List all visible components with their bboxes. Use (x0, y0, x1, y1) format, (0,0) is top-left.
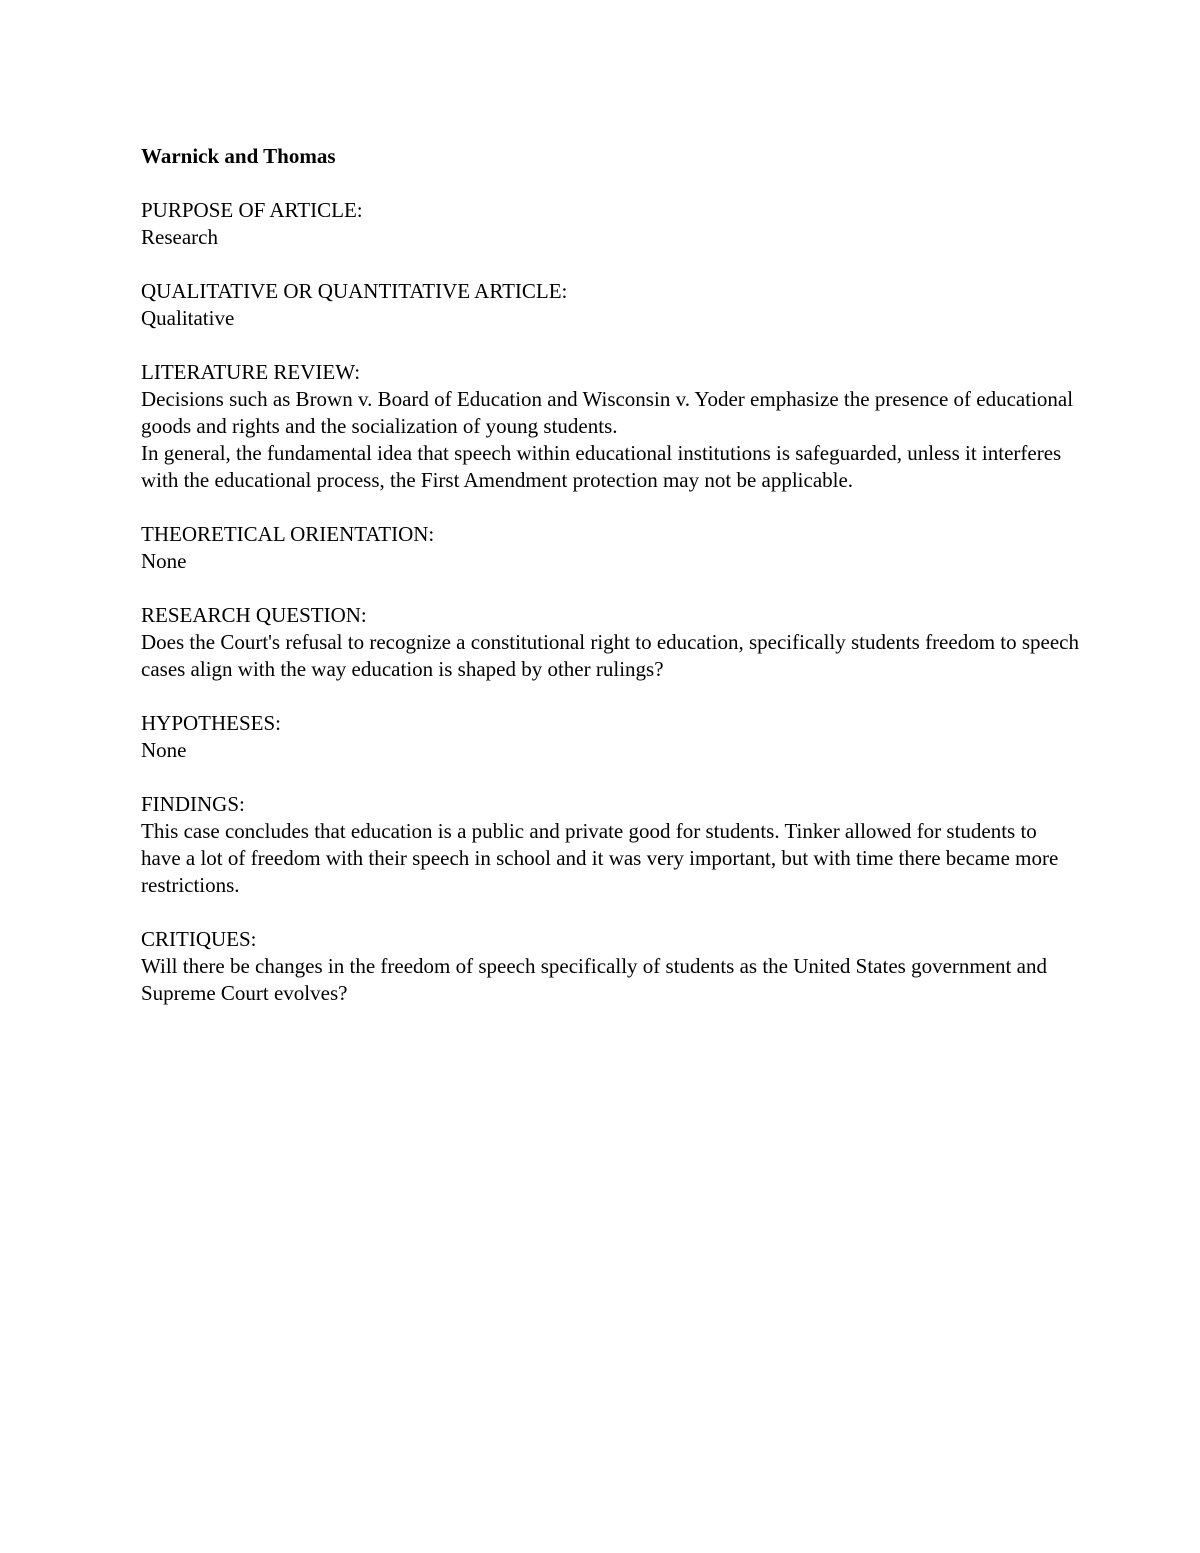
section-body (141, 548, 1081, 575)
section-article-type (141, 278, 1081, 332)
section-heading: CRITIQUES: (141, 927, 257, 951)
section-critiques (141, 926, 1081, 1007)
section-body (141, 224, 1081, 251)
section-heading: QUALITATIVE OR QUANTITATIVE ARTICLE: (141, 279, 568, 303)
section-research-question (141, 602, 1081, 683)
section-paragraph: Does the Court's refusal to recognize a constitutional right to education, specifically students freedom to speech cases align with the way education is shaped by other rulings? (141, 630, 1080, 681)
section-body (141, 629, 1081, 683)
section-body (141, 818, 1081, 899)
section-heading: HYPOTHESES: (141, 711, 282, 735)
section-paragraph: None (141, 549, 187, 573)
section-paragraph: Will there be changes in the freedom of speech specifically of students as the United States government and Supreme Court evolves? (141, 954, 1047, 1005)
section-heading: LITERATURE REVIEW: (141, 360, 361, 384)
section-body (141, 737, 1081, 764)
section-heading: PURPOSE OF ARTICLE: (141, 198, 363, 222)
section-literature-review (141, 359, 1081, 494)
section-findings (141, 791, 1081, 899)
section-body (141, 305, 1081, 332)
section-paragraph: None (141, 738, 187, 762)
section-purpose (141, 197, 1081, 251)
section-paragraph: This case concludes that education is a public and private good for students. Tinker allowed for students to have a lot of freedom with their speech in school and it was very important, but with time there became more restrictions. (141, 819, 1059, 897)
document-page (141, 143, 1081, 1034)
section-body (141, 953, 1081, 1007)
section-paragraph: In general, the fundamental idea that speech within educational institutions is safeguarded, unless it interferes with the educational process, the First Amendment protection may not be applicable. (141, 441, 1062, 492)
section-heading: FINDINGS: (141, 792, 245, 816)
section-theoretical-orientation (141, 521, 1081, 575)
section-body (141, 386, 1081, 494)
section-heading: THEORETICAL ORIENTATION: (141, 522, 435, 546)
section-heading: RESEARCH QUESTION: (141, 603, 367, 627)
section-paragraph: Research (141, 225, 218, 249)
section-hypotheses (141, 710, 1081, 764)
section-paragraph: Decisions such as Brown v. Board of Education and Wisconsin v. Yoder emphasize the presence of educational goods and rights and the socialization of young students. (141, 387, 1074, 438)
section-paragraph: Qualitative (141, 306, 235, 330)
document-title: Warnick and Thomas (141, 144, 336, 168)
